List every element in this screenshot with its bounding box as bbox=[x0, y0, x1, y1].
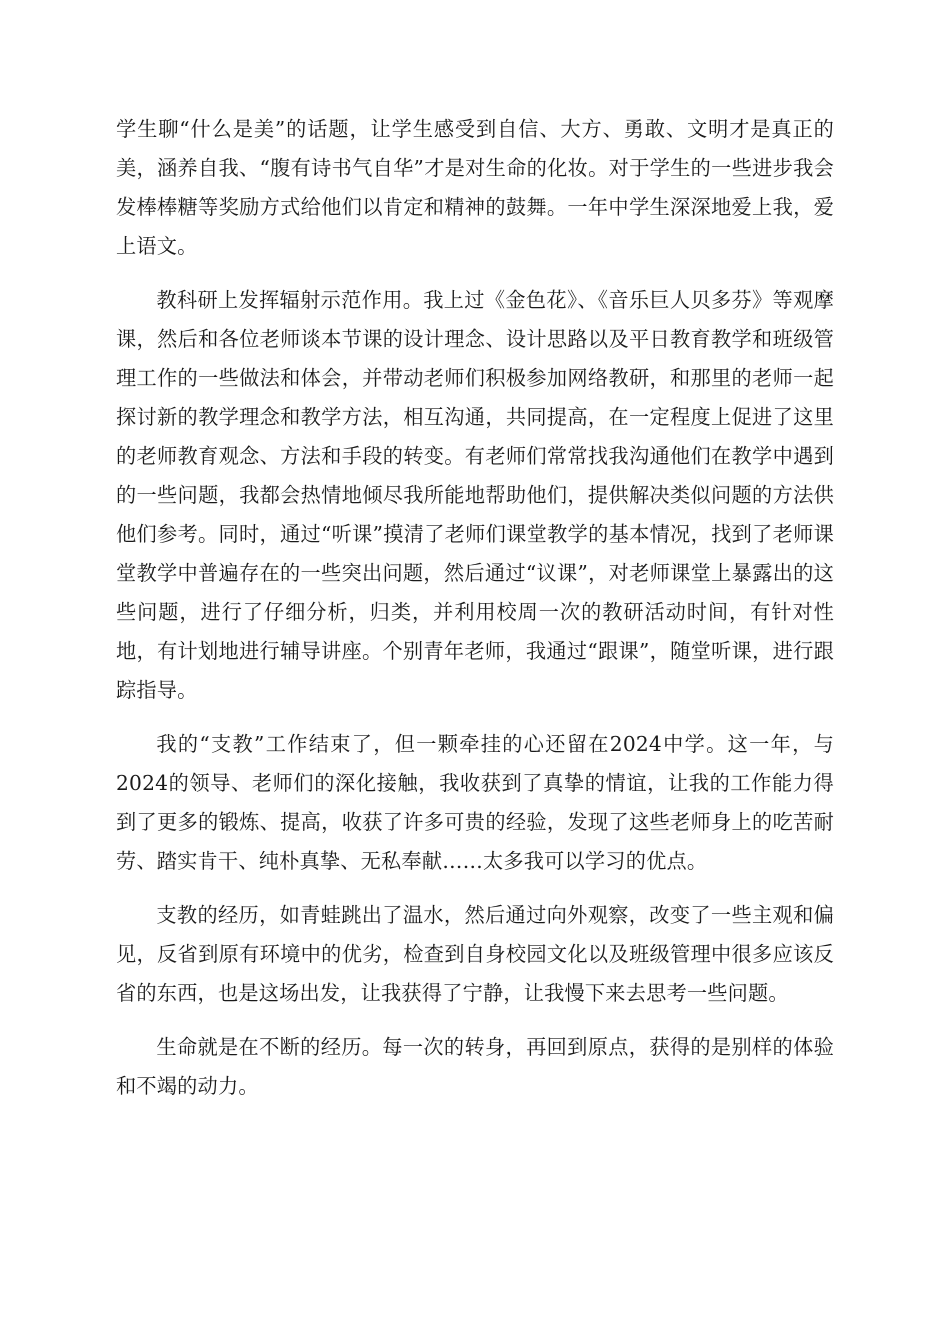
paragraph-2: 教科研上发挥辐射示范作用。我上过《金色花》、《音乐巨人贝多芬》等观摩课，然后和各位老师谈本节课的设计理念、设计思路以及平日教育教学和班级管理工作的一些做法和体会，并带动老师们积极参加网络教研，和那里的老师一起探讨新的教学理念和教学方法，相互沟通，共同提高，在一定程度上促进了这里的老师教育观念、方法和手段的转变。有老师们常常找我沟通他们在教学中遇到的一些问题，我都会热情地倾尽我所能地帮助他们，提供解决类似问题的方法供他们参考。同时，通过“听课”摸清了老师们课堂教学的基本情况，找到了老师课堂教学中普遍存在的一些突出问题，然后通过“议课”，对老师课堂上暴露出的这些问题，进行了仔细分析，归类，并利用校周一次的教研活动时间，有针对性地，有计划地进行辅导讲座。个别青年老师，我通过“跟课”，随堂听课，进行跟踪指导。 bbox=[116, 288, 834, 702]
document-body bbox=[116, 110, 834, 1121]
paragraph-5: 生命就是在不断的经历。每一次的转身，再回到原点，获得的是别样的体验和不竭的动力。 bbox=[116, 1035, 834, 1098]
paragraph-1: 学生聊“什么是美”的话题，让学生感受到自信、大方、勇敢、文明才是真正的美，涵养自我、“腹有诗书气自华”才是对生命的化妆。对于学生的一些进步我会发棒棒糖等奖励方式给他们以肯定和精神的鼓舞。一年中学生深深地爱上我，爱上语文。 bbox=[116, 117, 834, 258]
paragraph-4: 支教的经历，如青蛙跳出了温水，然后通过向外观察，改变了一些主观和偏见，反省到原有环境中的优劣，检查到自身校园文化以及班级管理中很多应该反省的东西，也是这场出发，让我获得了宁静，让我慢下来去思考一些问题。 bbox=[116, 903, 834, 1005]
paragraph-3: 我的“支教”工作结束了，但一颗牵挂的心还留在2024中学。这一年，与2024的领导、老师们的深化接触，我收获到了真挚的情谊，让我的工作能力得到了更多的锻炼、提高，收获了许多可贵的经验，发现了这些老师身上的吃苦耐劳、踏实肯干、纯朴真挚、无私奉献……太多我可以学习的优点。 bbox=[116, 732, 834, 873]
